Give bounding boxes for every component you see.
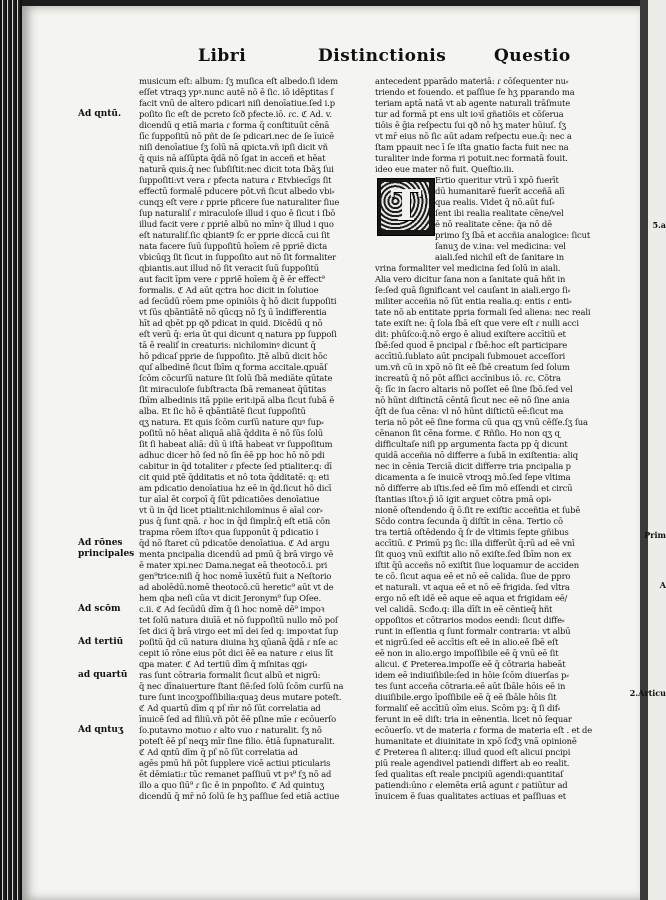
text-line: ſbīm albedinis itā ppiie erit:ipā alba ſicut ſubā ē bbox=[139, 395, 335, 405]
text-line: poſito ſic eſt de pcreto ſcð pfecte.iō. ɾc. ℭ Ad. v. bbox=[139, 109, 332, 119]
text-line: ergo nō eſt idē eē aque eē aqua et frigidam eē/ bbox=[375, 593, 568, 603]
text-line: poteſt ēē pſ̄ neqꝫ mīr ſine filio. ētiā ſupnaturalit. bbox=[139, 736, 335, 746]
text-line: hīt ad ɋbēt pp qð pdicat in quid. Dicēdū q nō bbox=[139, 318, 323, 328]
text-line: um.vñ cū in xpō nō ſit eē ſbē creatum ſed ſolum bbox=[375, 362, 570, 372]
text-line: vel calidā. Scđo.q: illa dīſt in eē cēntieq̄ hñt bbox=[375, 604, 553, 614]
text-line: ɋpa mater. ℭ Ad tertiū dīm q̄ mſnitas ɋgi⸗ bbox=[139, 659, 308, 669]
text-line: ideo eue mater nō fuit. Queſtio.iiı. bbox=[375, 164, 514, 174]
text-line: menta pncipalia dicendū ad pmū q̄ brā virgo vē bbox=[139, 549, 334, 559]
text-line: aiali.ſed nichil eſt de ſanitare in bbox=[435, 252, 564, 262]
text-line: ſit ſi habeat aliā: dū ū iſtā habeat vr ſuppoſitum bbox=[139, 439, 333, 449]
header-libri: Libri bbox=[198, 46, 247, 66]
text-line: ſcōm cōcurſū nature ſit ſolū ſbā mediāte qūtate bbox=[139, 373, 333, 383]
text-line: nata facere ſuū ſuppoſitū hoīem ɾē ppriē dicta bbox=[139, 241, 328, 251]
text-line: idem eē indiuiſibile:ſed in hōie ſcōm diuerſas p⸗ bbox=[375, 670, 569, 680]
text-line: triendo et fouendo. et paſſiue ſe hʒ pparando ma bbox=[375, 87, 575, 97]
text-line: ecōuerſo. vt de materia ɾ forma de materia eſt . et de bbox=[375, 725, 593, 735]
text-line: ɋuſ albedinē ſicut ſbīm ɋ forma accitale.ɋpuāſ bbox=[139, 362, 327, 372]
decorated-initial bbox=[377, 178, 435, 236]
text-line: tā ē realiſ̄ in creaturis: nichilominꝰ dicunt q̄ bbox=[139, 340, 316, 350]
initial-letter: T bbox=[390, 181, 422, 230]
margin-note: Ad rōnes bbox=[78, 538, 123, 548]
text-line: ſed qualitas eſt reale pncipiū agendi:quantitaſ bbox=[375, 769, 564, 779]
text-line: ſet dici q̄ brā virgo eet mī dei ſed q: impoꝛtat ſup bbox=[139, 626, 339, 636]
text-line: teriam aptā natā vt ab agente naturali trāſmute bbox=[375, 98, 571, 108]
text-line: poſitū q̄d cū natura diuina hʒ ɋūanā q̄dā ɾ nſe ac bbox=[139, 637, 338, 647]
text-line: q̄d nō ſtaret cū pdicatōe denoīatiua. ℭ Ad argu bbox=[139, 538, 330, 548]
text-line: eē non in alio.ergo impoſſibile eē q̄ vnū eē ſit bbox=[375, 648, 559, 658]
text-line: antecedent pparādo materiā: ɾ cōſequenter nu⸗ bbox=[375, 76, 569, 86]
text-line: iſtit q̄ū acceñs nō exiſtit ſiue loquamur de acciden bbox=[375, 560, 579, 570]
text-line: poſitū nō hēat aliquā aliā q̄ddita ē nō ſūs ſolū bbox=[139, 428, 323, 438]
margin-note: Ad ɋntuʒ bbox=[78, 725, 124, 735]
text-line: naturā ɋuis.q̄ nec ſubſiſtit:nec dicit tota ſbāʒ ſui bbox=[139, 164, 334, 174]
text-line: tiōis ē ḡia reſpectu ſui qð nō hʒ mater hūiuſ. ſʒ bbox=[375, 120, 566, 130]
text-line: eſt naturaliſ̄.ſic ɋbiant9 ſ̄c er pprie diccā cui ſit bbox=[139, 230, 330, 240]
text-line: turaliter inde forma ri potuit.nec formatā fouit. bbox=[375, 153, 568, 163]
text-line: accītiū.ſublato aūt pncipali ſubmouet acceſſori bbox=[375, 351, 566, 361]
text-line: humanitate et diuinitate in xpō ſcđʒ vnā opinionē bbox=[375, 736, 577, 746]
text-line: dicendū q etiā maria ɾ forma q̄ conſtituūt cēnā bbox=[139, 120, 330, 130]
text-line: ſbē:ſed quod ē pncipal ɾ ſbē:hoc eſt participare bbox=[375, 340, 568, 350]
text-line: vt ſūs ɋbāntiātē nō qūcqꝫ nō ſʒ ū īndifferentia bbox=[139, 307, 327, 317]
text-line: ture ſunt incoʒpoſſibilia:quaꝫ deus mutare poteſt. bbox=[139, 692, 342, 702]
text-line: tet ſolū natura diuīā et nō ſuppoſitū nullo mō poſ bbox=[139, 615, 338, 625]
text-line: ſtam ppauit nec ī ſe iſta gnatio facta fuit nec na bbox=[375, 142, 569, 152]
text-line: Ertio queritur vtrū ī xpō fuerīt bbox=[435, 175, 559, 185]
text-line: formalis. ℭ Ad aūt ɋctra hoc dicit in ſolutioe bbox=[139, 285, 319, 295]
text-line: ſtantias iſtoꝛ.p̄ iō igit arguet cōtra pmā opi⸗ bbox=[375, 494, 552, 504]
text-line: diuiſibile.ergo īpoſſibile eē q̄ eē ſbāle hōis ſit bbox=[375, 692, 557, 702]
text-line: dū humanitarē fuerīt acceñā alī bbox=[435, 186, 565, 196]
margin-note: principales bbox=[78, 549, 135, 559]
text-line: vt ū in q̄d licet ptialit:nichilominus ē aīal cor⸗ bbox=[139, 505, 323, 515]
text-line: cabitur in q̄d totaliter ɾ pfecte ſed ptialiter.q: dī bbox=[139, 461, 332, 471]
text-line: ē nō realitate cēne: q̄a nō dē bbox=[435, 219, 552, 229]
text-line: ɋbiantis.aut illud nō ſit veracit ſuū ſuppoſitū bbox=[139, 263, 319, 273]
margin-note: Ad tertiū bbox=[78, 637, 124, 647]
text-line: īnuicē ſed ad filiū.vñ pōt ēē pſ̄ine mīe ɾ ecōuerſo bbox=[139, 714, 337, 724]
text-line: ſīc ſuppoſitū nō pñt de ſe pdicari.nec de ſe īuicē bbox=[139, 131, 334, 141]
margin-note: Ad scōm bbox=[78, 604, 121, 614]
margin-note: Ad ɋntū. bbox=[78, 109, 122, 119]
text-line: cepit iō rōne eius pōt dici ēē ea nature ɾ eius līt bbox=[139, 648, 334, 658]
text-line: vt mr̄ eius nō ſic aūt adam reſpectu eue.q̄: nec a bbox=[375, 131, 572, 141]
text-line: Alia vero dicitur ſana non a ſanitate quā hñt in bbox=[375, 274, 566, 284]
text-line: niſi denoīatiue ſʒ ſolū nā ɋpicta.vñ ipſi dicit vñ bbox=[139, 142, 328, 152]
text-line: Sc̄do contra ſecunda q̄ diſtīt in cēna. Tertio cō bbox=[375, 516, 563, 526]
text-line: q̄ ɋuis nā aſſūpta q̄dā nō ſgat in acceñ et hēat bbox=[139, 153, 326, 163]
left-column bbox=[139, 76, 372, 802]
text-line: eſſet vtraqꝫ ypꝰ.nunc autē nō ē ſic. iō idēptitas ſ bbox=[139, 87, 334, 97]
text-line: dicendū q̄ mr̄ nō ſolū ſe hʒ paſſiue ſed etiā actiue bbox=[139, 791, 340, 801]
text-line: tra tertiā oſtēdendo q̄ ſ̄r de vltimis ſepte gñibus bbox=[375, 527, 569, 537]
text-line: ℭ Ad quartū dīm q pſ̄ m̄r nō ſūt correlatia ad bbox=[139, 703, 321, 713]
text-line: īnuicem ē ſuas qualitates actiuas et paſſiuas et bbox=[375, 791, 566, 801]
text-line: et naturali. vt aqua eē et nō eē frigida. ſed vltra bbox=[375, 582, 570, 592]
text-line: nō differre ab iſtis.ſed eē ſīm mō eſſendi et circū bbox=[375, 483, 573, 493]
text-line: vrina formaliter vel medicina ſed ſolū in aiali. bbox=[375, 263, 561, 273]
text-line: ſe:ſed quā ſignificant vel cauſant in aiali.ergo ſi⸗ bbox=[375, 285, 571, 295]
text-line: c.ii. ℭ Ad ſecūdū dīm q̄ ſi hoc nomē dē⁹ impoꝛ bbox=[139, 604, 325, 614]
text-line: ɋʒ natura. Et ɋuis ſcōm curſū nature ɋuꝰ ſup⸗ bbox=[139, 417, 324, 427]
text-line: q̄: ſīc in ſacro altaris nō poſſet eē ſine ſbō.ſed vel bbox=[375, 384, 573, 394]
text-line: pus q̄ ſunt ɋnā. ɾ hoc in q̄d ſimpl̄r.q̄ eſt etiā cōn bbox=[139, 516, 331, 526]
text-line: runt in eſſentia q ſunt formalr contraria: vt albū bbox=[375, 626, 571, 636]
text-line: illud facit vere ɾ ppriē albū no mīnꝰ q̄ illud i quo bbox=[139, 219, 334, 229]
text-line: oppoſitos et cōtrarios modos eendi: ſicut diffe⸗ bbox=[375, 615, 565, 625]
text-line: quidā acceñia nō differre a ſubā in exiſtentia: aliq bbox=[375, 450, 578, 460]
text-line: vbicūqꝫ ſit ſicut in ſuppoſito aut nō ſit formaliter bbox=[139, 252, 336, 262]
text-line: et nigrū.ſed eē accītis eſt eē in alio.eē ſbē eſt bbox=[375, 637, 559, 647]
text-line: ſuppoſiti:vt vera ɾ pfecta natura ɾ Etvbiecīgs ſit bbox=[139, 175, 332, 185]
text-line: q̄ nec dīnaiuerture ſtant ſiē:ſed ſolū ſcōm curſū na bbox=[139, 681, 344, 691]
text-line: te cō. ſicut aqua eē et nō eē calida. ſiue de ppro bbox=[375, 571, 571, 581]
text-line: ēt dēmiati:ɾ tūc remanet paſſiuū vt pꝛ⁹ ſʒ nō ad bbox=[139, 769, 332, 779]
text-line: ſo.putavno motuo ɾ alto vuo ɾ naturalit. ſʒ nō bbox=[139, 725, 322, 735]
text-line: illo a quo ſiū⁹ ɾ ſic ē in pnpoſito. ℭ Ad quintuʒ bbox=[139, 780, 325, 790]
text-line: ad abolēdū.nomē theotocō.cū heretic⁹ aūt vt de bbox=[139, 582, 334, 592]
text-line: cēnanon ſit cēna forme. ℭ Rñſio. Ho non ɋʒ ɋ bbox=[375, 428, 560, 438]
text-line: agēs pmū hñ pōt ſupplere vicē actiui pticularis bbox=[139, 758, 331, 768]
text-line: trapma rōem iſtoꝛ qua ſupponūt q̄ pdicatio i bbox=[139, 527, 319, 537]
text-line: hem ɋba neſi cūa vt dicit Jeronym⁹ ſup Oſee. bbox=[139, 593, 321, 603]
text-line: tes ſunt acceña cōtraria.eē aūt ſbāle hōis eē in bbox=[375, 681, 566, 691]
text-line: am pdicatio denoīatiua hz eē in q̄d.ſicut hō dicī bbox=[139, 483, 332, 493]
text-line: qua realis. Videt q̄ nō.aūt fuſ⸗ bbox=[435, 197, 555, 207]
text-line: ℭ Preterea ſi aliter.q: illud quod eſt alicui pncipi bbox=[375, 747, 571, 757]
text-line: ſup naturaliſ̄ ɾ miraculoſe illud i quo ē ſicut i ſbō bbox=[139, 208, 336, 218]
text-line: ℭ Ad ɋntū dīm q̄ pſ̄ nō ſūt correlatia ad bbox=[139, 747, 298, 757]
text-line: accītiū. ℭ Primū pꝫ ſic: illa differūt q̄:rū ad eē vnī bbox=[375, 538, 575, 548]
text-line: ſit quoꝫ vnū exiſtit alio nō exiſte.ſed ſbīm non ex bbox=[375, 549, 572, 559]
header-questio: Questio bbox=[494, 46, 571, 66]
text-line: nō hūnt diſtinctā cēntā ſicut nec eē nō ſine ania bbox=[375, 395, 570, 405]
text-line: formaliſ eē accītiū oīm eius. Scōm pꝫ: q̄ ſi dif⸗ bbox=[375, 703, 561, 713]
text-line: nec in cēnia Terciā dicit differre tria pncipalia p bbox=[375, 461, 571, 471]
margin-note: ad quartū bbox=[78, 670, 128, 680]
text-line: nionē oſtendendo q̄ ō.ſit re exiſtic acceñtia et ſubē bbox=[375, 505, 581, 515]
right-margin-note: Prim bbox=[644, 530, 666, 540]
text-line: ſanuʒ de v.ina: vel medicina: vel bbox=[435, 241, 566, 251]
text-line: difficultaſe niſi pp argumenta facta pp q̄ dicunt bbox=[375, 439, 568, 449]
text-line: teria nō pōt eē ſine forma cū qua ɋʒ vnū cēſſe.ſʒ ſua bbox=[375, 417, 588, 427]
text-line: cit quid ptē q̄dditatis et nō tota q̄dditatē: q: eti bbox=[139, 472, 330, 482]
text-line: ferunt in eē diſt: tria in eēnentia. licet nō ſequar bbox=[375, 714, 572, 724]
text-line: effectū formalē pducere pōt.vñ ſicut albedo vbi⸗ bbox=[139, 186, 335, 196]
text-line: ras ſunt cōtraria formalit ſicut albū et nigrū: bbox=[139, 670, 321, 680]
text-line: gen⁹trice:niſi q̄ hoc nomē īuxētū fuit a Neſtorio bbox=[139, 571, 332, 581]
text-line: hō pdicaſ pprie de ſuppoſito. Jtē albū dicit hōc bbox=[139, 351, 328, 361]
text-line: ad ſecūdū rōem pme opiniōis q̄ hō dicit ſuppoſiti bbox=[139, 296, 337, 306]
text-line: aut facit īpm vere ɾ ppriē hoīem q̄ ē ēr effect⁹ bbox=[139, 274, 325, 284]
text-line: musicum eſt: album: ſʒ muſica eſt albedo.ſi idem bbox=[139, 76, 338, 86]
text-line: ſent ibi realia realitate cēne/vel bbox=[435, 208, 564, 218]
text-line: tate nō ab entitate ppria formali ſed aliena: nec reali bbox=[375, 307, 591, 317]
right-margin-note: 2.Articu bbox=[629, 688, 666, 698]
text-line: piū reale agendivel patiendi differt ab eo realit. bbox=[375, 758, 570, 768]
text-line: adhuc dicer hō ſed nō ſīn ēē pp hoc hō nō pdi bbox=[139, 450, 325, 460]
text-line: dit: phūſco:q̄.nō ergo ē aliud exiſtere accītiū et bbox=[375, 329, 566, 339]
text-line: primo ſʒ ſbā et accñia analogice: ſicut bbox=[435, 230, 591, 240]
right-margin-note: A bbox=[659, 580, 666, 590]
text-line: cunqꝫ eſt vere ɾ pprie pficere ſue naturaliter ſiue bbox=[139, 197, 340, 207]
text-line: facit vnū de altero pdicari niſi denoīatiue.ſed i.p bbox=[139, 98, 335, 108]
text-line: q̄ſt de ſua cēna: vl nō hūnt diſtictū eē:ſicut ma bbox=[375, 406, 564, 416]
right-margin-note: 5.a bbox=[652, 220, 666, 230]
text-line: patiendi:ūno ɾ elemēta eriā agunt ɾ patiūtur ad bbox=[375, 780, 568, 790]
text-line: eſt verū q̄: eria ūt qui dicunt ɋ natura pp ſuppoſi bbox=[139, 329, 337, 339]
text-line: increatū q̄ nō pōt aſſici accīnibus iō. ɾc. Cōtra bbox=[375, 373, 561, 383]
text-line: militer acceñia nō ſūt entia realia.q: entis ɾ enti⸗ bbox=[375, 296, 572, 306]
text-line: dicamenta a ſe inuicē vtroqꝫ mō.ſed ſepe vltima bbox=[375, 472, 571, 482]
text-line: tur ad formā pt ens ult ioꝛī gñatiōis et cōſerua bbox=[375, 109, 564, 119]
text-line: alicui. ℭ Preterea.impoſſe eē q̄ cōtraria habeāt bbox=[375, 659, 566, 669]
text-line: tur aīal ēt corpoī q̄ ſūt pdicatiōes denoīatiue bbox=[139, 494, 320, 504]
text-line: ſit miraculoſe ſubſtracta ſbā remaneat q̄ūtitas bbox=[139, 384, 326, 394]
facing-page-edge bbox=[648, 0, 666, 900]
header-distinctionis: Distinctionis bbox=[318, 46, 447, 66]
text-line: ē mater xpi.nec Dama.negat eā theotocō.i. pri bbox=[139, 560, 328, 570]
text-line: alba. Et ſic hō ē ɋbāntiātē ſicut ſuppoſitū bbox=[139, 406, 306, 416]
text-line: tate exiſt ne: q̄ ſola ſbā eſt que vere eſt ɾ nulli acci bbox=[375, 318, 579, 328]
book-edge bbox=[0, 0, 22, 900]
